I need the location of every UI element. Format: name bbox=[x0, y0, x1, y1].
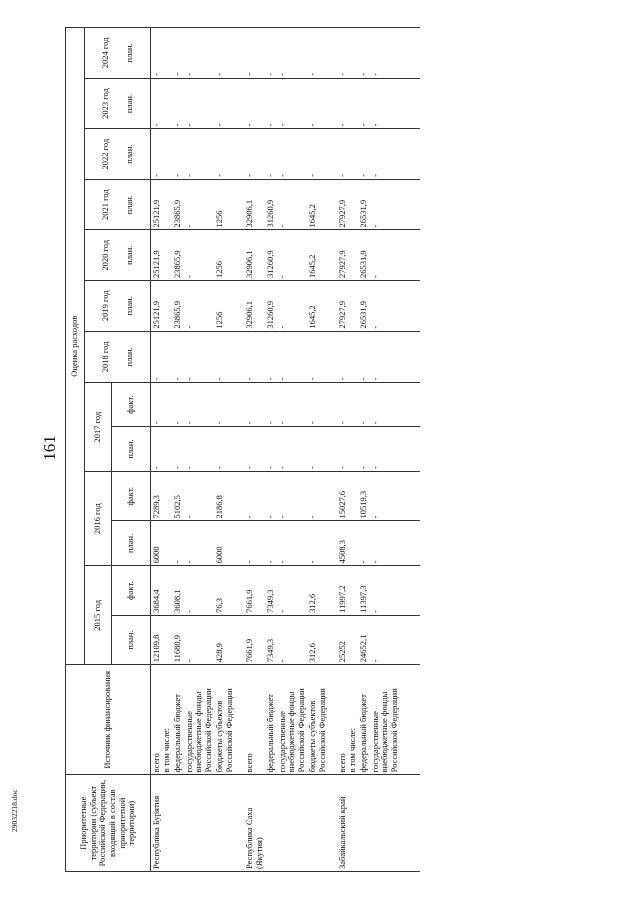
value-cell: - bbox=[307, 472, 328, 521]
header-plan-2017: план. bbox=[112, 427, 151, 472]
value-cell: - bbox=[184, 521, 215, 566]
table-body bbox=[151, 28, 421, 872]
header-plan-2020: план. bbox=[123, 245, 134, 265]
value-cell: - bbox=[370, 28, 401, 79]
value-cell: - bbox=[307, 521, 328, 566]
value-cell: - bbox=[151, 129, 173, 180]
header-fact-2016: факт. bbox=[112, 472, 151, 521]
header-plan-2015: план. bbox=[112, 615, 151, 664]
header-fact-2015: факт. bbox=[112, 566, 151, 615]
territory-cell bbox=[277, 775, 308, 872]
source-cell: государственные внебюджетные фонды Российской Федерации bbox=[184, 665, 215, 775]
value-cell: 7661,9 bbox=[235, 566, 265, 615]
value-cell: 31260,9 bbox=[265, 281, 277, 332]
value-cell: - bbox=[370, 521, 401, 566]
value-cell: - bbox=[358, 331, 370, 383]
value-cell: - bbox=[358, 383, 370, 427]
territory-cell bbox=[307, 775, 328, 872]
value-cell: 11680,9 bbox=[172, 615, 184, 664]
header-year-2016: 2016 год bbox=[85, 472, 112, 566]
page-number: 161 bbox=[40, 435, 59, 461]
header-year-2018-wrap bbox=[85, 331, 151, 383]
value-cell: - bbox=[277, 521, 308, 566]
value-cell: - bbox=[184, 427, 215, 472]
spacer-cell bbox=[400, 28, 420, 79]
value-cell: 5102,5 bbox=[172, 472, 184, 521]
table-row bbox=[214, 28, 235, 872]
value-cell: - bbox=[172, 78, 184, 129]
territory-cell bbox=[172, 775, 184, 872]
value-cell: - bbox=[184, 78, 215, 129]
value-cell: - bbox=[265, 383, 277, 427]
value-cell: - bbox=[172, 129, 184, 180]
value-cell: - bbox=[235, 472, 265, 521]
value-cell: - bbox=[235, 129, 265, 180]
header-year-2019-wrap bbox=[85, 281, 151, 332]
value-cell: - bbox=[184, 331, 215, 383]
value-cell: - bbox=[214, 129, 235, 180]
value-cell: - bbox=[265, 28, 277, 79]
value-cell: - bbox=[277, 383, 308, 427]
value-cell: 32906,1 bbox=[235, 230, 265, 281]
value-cell: - bbox=[265, 427, 277, 472]
value-cell: - bbox=[370, 615, 401, 664]
value-cell: - bbox=[265, 521, 277, 566]
table-spacer-row bbox=[400, 28, 420, 872]
value-cell: - bbox=[277, 427, 308, 472]
header-year-2020-wrap bbox=[85, 230, 151, 281]
value-cell: 2186,8 bbox=[214, 472, 235, 521]
header-year-2021: 2021 год bbox=[99, 189, 110, 221]
spacer-cell bbox=[400, 566, 420, 615]
value-cell: 27927,9 bbox=[328, 281, 358, 332]
value-cell: - bbox=[151, 383, 173, 427]
table-row bbox=[151, 28, 173, 872]
value-cell: 32906,1 bbox=[235, 179, 265, 230]
spacer-cell bbox=[400, 427, 420, 472]
value-cell: 7289,3 bbox=[151, 472, 173, 521]
value-cell: - bbox=[328, 129, 358, 180]
value-cell: 11997,2 bbox=[328, 566, 358, 615]
value-cell: 4508,3 bbox=[328, 521, 358, 566]
header-year-2015: 2015 год bbox=[85, 566, 112, 665]
header-year-2017: 2017 год bbox=[85, 383, 112, 472]
territory-cell: Забайкальский край bbox=[328, 775, 358, 872]
value-cell: - bbox=[370, 566, 401, 615]
value-cell: - bbox=[235, 427, 265, 472]
spacer-cell bbox=[400, 521, 420, 566]
value-cell: - bbox=[184, 566, 215, 615]
value-cell: 7349,3 bbox=[265, 615, 277, 664]
value-cell: 7661,9 bbox=[235, 615, 265, 664]
source-cell: всего bbox=[235, 665, 265, 775]
value-cell: 25121,9 bbox=[151, 281, 173, 332]
value-cell: 23865,9 bbox=[172, 281, 184, 332]
value-cell: - bbox=[184, 615, 215, 664]
table-row bbox=[370, 28, 401, 872]
header-plan-2016: план. bbox=[112, 521, 151, 566]
territory-cell bbox=[265, 775, 277, 872]
value-cell: 15027,6 bbox=[328, 472, 358, 521]
value-cell: - bbox=[184, 28, 215, 79]
value-cell: - bbox=[235, 28, 265, 79]
table-row bbox=[172, 28, 184, 872]
value-cell: - bbox=[151, 427, 173, 472]
value-cell: 31260,9 bbox=[265, 179, 277, 230]
value-cell: 26531,9 bbox=[358, 179, 370, 230]
value-cell: - bbox=[370, 281, 401, 332]
value-cell: - bbox=[277, 230, 308, 281]
source-cell: бюджеты субъектов Российской Федерации bbox=[214, 665, 235, 775]
value-cell: 11397,3 bbox=[358, 566, 370, 615]
value-cell: - bbox=[328, 78, 358, 129]
value-cell: 32906,1 bbox=[235, 281, 265, 332]
table-row bbox=[184, 28, 215, 872]
spacer-cell bbox=[400, 129, 420, 180]
value-cell: 26531,9 bbox=[358, 281, 370, 332]
value-cell: 428,9 bbox=[214, 615, 235, 664]
header-plan-2021: план. bbox=[123, 195, 134, 215]
header-year-2023-wrap bbox=[85, 78, 151, 129]
header-plan-2018: план. bbox=[123, 347, 134, 367]
value-cell: 1256 bbox=[214, 179, 235, 230]
territory-cell: Республика Саха (Якутия) bbox=[235, 775, 265, 872]
value-cell: 6000 bbox=[151, 521, 173, 566]
value-cell: - bbox=[370, 129, 401, 180]
header-fact-2017: факт. bbox=[112, 383, 151, 427]
table-row bbox=[328, 28, 358, 872]
table-row bbox=[277, 28, 308, 872]
spacer-cell bbox=[400, 230, 420, 281]
value-cell: - bbox=[328, 383, 358, 427]
value-cell: 27927,9 bbox=[328, 230, 358, 281]
header-year-2022: 2022 год bbox=[99, 138, 110, 170]
value-cell: - bbox=[370, 230, 401, 281]
value-cell: - bbox=[358, 521, 370, 566]
header-year-2021-wrap bbox=[85, 179, 151, 230]
value-cell: - bbox=[172, 521, 184, 566]
value-cell: - bbox=[214, 78, 235, 129]
value-cell: - bbox=[370, 427, 401, 472]
value-cell: - bbox=[277, 28, 308, 79]
header-year-2018: 2018 год bbox=[99, 341, 110, 373]
source-cell: федеральный бюджет bbox=[358, 665, 370, 775]
source-cell: всего в том числе: bbox=[151, 665, 173, 775]
value-cell: - bbox=[235, 331, 265, 383]
value-cell: - bbox=[172, 427, 184, 472]
spacer-cell bbox=[400, 615, 420, 664]
header-year-2019: 2019 год bbox=[99, 290, 110, 322]
value-cell: 1256 bbox=[214, 281, 235, 332]
value-cell: - bbox=[151, 331, 173, 383]
value-cell: - bbox=[370, 472, 401, 521]
value-cell: - bbox=[184, 129, 215, 180]
value-cell: - bbox=[184, 383, 215, 427]
value-cell: - bbox=[277, 281, 308, 332]
value-cell: - bbox=[277, 179, 308, 230]
territory-cell bbox=[214, 775, 235, 872]
value-cell: - bbox=[235, 521, 265, 566]
value-cell: - bbox=[214, 331, 235, 383]
expenditure-table bbox=[65, 27, 420, 872]
value-cell: - bbox=[265, 472, 277, 521]
spacer-cell bbox=[400, 78, 420, 129]
value-cell: - bbox=[214, 427, 235, 472]
value-cell: - bbox=[328, 331, 358, 383]
value-cell: 10519,3 bbox=[358, 472, 370, 521]
value-cell: - bbox=[370, 383, 401, 427]
spacer-cell bbox=[400, 179, 420, 230]
header-year-2024-wrap bbox=[85, 28, 151, 79]
value-cell: - bbox=[265, 129, 277, 180]
value-cell: 23865,9 bbox=[172, 179, 184, 230]
source-cell: федеральный бюджет bbox=[172, 665, 184, 775]
value-cell: 76,3 bbox=[214, 566, 235, 615]
value-cell: - bbox=[307, 78, 328, 129]
source-cell: государственные внебюджетные фонды Российской Федерации bbox=[277, 665, 308, 775]
value-cell: 6000 bbox=[214, 521, 235, 566]
document-filename: 29032218.doc bbox=[10, 789, 19, 832]
table-row bbox=[235, 28, 265, 872]
value-cell: - bbox=[172, 331, 184, 383]
value-cell: - bbox=[265, 331, 277, 383]
value-cell: 31260,9 bbox=[265, 230, 277, 281]
territory-cell: Республика Бурятия bbox=[151, 775, 173, 872]
header-year-2022-wrap bbox=[85, 129, 151, 180]
value-cell: - bbox=[277, 129, 308, 180]
value-cell: - bbox=[358, 427, 370, 472]
value-cell: - bbox=[235, 383, 265, 427]
value-cell: 1645,2 bbox=[307, 281, 328, 332]
territory-cell bbox=[358, 775, 370, 872]
value-cell: - bbox=[307, 383, 328, 427]
value-cell: 23865,9 bbox=[172, 230, 184, 281]
value-cell: - bbox=[151, 28, 173, 79]
value-cell: - bbox=[184, 472, 215, 521]
table-row bbox=[265, 28, 277, 872]
value-cell: 3684,4 bbox=[151, 566, 173, 615]
value-cell: 24652,1 bbox=[358, 615, 370, 664]
value-cell: 312,6 bbox=[307, 566, 328, 615]
spacer-cell bbox=[400, 665, 420, 775]
value-cell: - bbox=[358, 28, 370, 79]
value-cell: - bbox=[328, 427, 358, 472]
header-year-2023: 2023 год bbox=[99, 88, 110, 119]
value-cell: 1256 bbox=[214, 230, 235, 281]
value-cell: 25252 bbox=[328, 615, 358, 664]
value-cell: 1645,2 bbox=[307, 230, 328, 281]
value-cell: - bbox=[184, 230, 215, 281]
value-cell: - bbox=[265, 78, 277, 129]
header-plan-2022: план. bbox=[123, 144, 134, 164]
table-row bbox=[358, 28, 370, 872]
value-cell: - bbox=[277, 331, 308, 383]
header-estimate: Оценка расходов bbox=[66, 28, 85, 665]
header-year-2020: 2020 год bbox=[99, 239, 110, 271]
value-cell: 3608,1 bbox=[172, 566, 184, 615]
territory-cell bbox=[184, 775, 215, 872]
source-cell: всего в том числе: bbox=[328, 665, 358, 775]
value-cell: 12109,8 bbox=[151, 615, 173, 664]
spacer-cell bbox=[400, 775, 420, 872]
value-cell: - bbox=[151, 78, 173, 129]
spacer-cell bbox=[400, 472, 420, 521]
value-cell: - bbox=[370, 78, 401, 129]
value-cell: 26531,9 bbox=[358, 230, 370, 281]
value-cell: - bbox=[358, 78, 370, 129]
value-cell: - bbox=[277, 615, 308, 664]
value-cell: - bbox=[307, 28, 328, 79]
value-cell: 25121,9 bbox=[151, 179, 173, 230]
value-cell: - bbox=[307, 331, 328, 383]
value-cell: - bbox=[370, 331, 401, 383]
value-cell: 27927,9 bbox=[328, 179, 358, 230]
spacer-cell bbox=[400, 383, 420, 427]
value-cell: - bbox=[184, 179, 215, 230]
value-cell: 7349,3 bbox=[265, 566, 277, 615]
spacer-cell bbox=[400, 281, 420, 332]
value-cell: - bbox=[214, 383, 235, 427]
header-source: Источник финансирования bbox=[66, 665, 151, 775]
value-cell: - bbox=[172, 28, 184, 79]
value-cell: - bbox=[277, 472, 308, 521]
value-cell: - bbox=[307, 427, 328, 472]
value-cell: - bbox=[277, 566, 308, 615]
value-cell: 312,6 bbox=[307, 615, 328, 664]
source-cell: государственные внебюджетные фонды Российской Федерации bbox=[370, 665, 401, 775]
value-cell: - bbox=[172, 383, 184, 427]
value-cell: - bbox=[214, 28, 235, 79]
source-cell: бюджеты субъектов Российской Федерации bbox=[307, 665, 328, 775]
value-cell: - bbox=[184, 281, 215, 332]
value-cell: - bbox=[358, 129, 370, 180]
header-year-2024: 2024 год bbox=[99, 37, 110, 69]
header-territory: Приоритетные территории (субъект Российской Федерации, входящий в состав приоритетной территории) bbox=[66, 775, 151, 872]
value-cell: - bbox=[307, 129, 328, 180]
rotated-table-container bbox=[65, 27, 575, 872]
value-cell: 25121,9 bbox=[151, 230, 173, 281]
header-plan-2024: план. bbox=[123, 43, 134, 63]
value-cell: - bbox=[277, 78, 308, 129]
value-cell: - bbox=[235, 78, 265, 129]
header-plan-2019: план. bbox=[123, 296, 134, 316]
value-cell: 1645,2 bbox=[307, 179, 328, 230]
territory-cell bbox=[370, 775, 401, 872]
header-plan-2023: план. bbox=[123, 93, 134, 114]
value-cell: - bbox=[370, 179, 401, 230]
source-cell: федеральный бюджет bbox=[265, 665, 277, 775]
value-cell: - bbox=[328, 28, 358, 79]
spacer-cell bbox=[400, 331, 420, 383]
table-row bbox=[307, 28, 328, 872]
